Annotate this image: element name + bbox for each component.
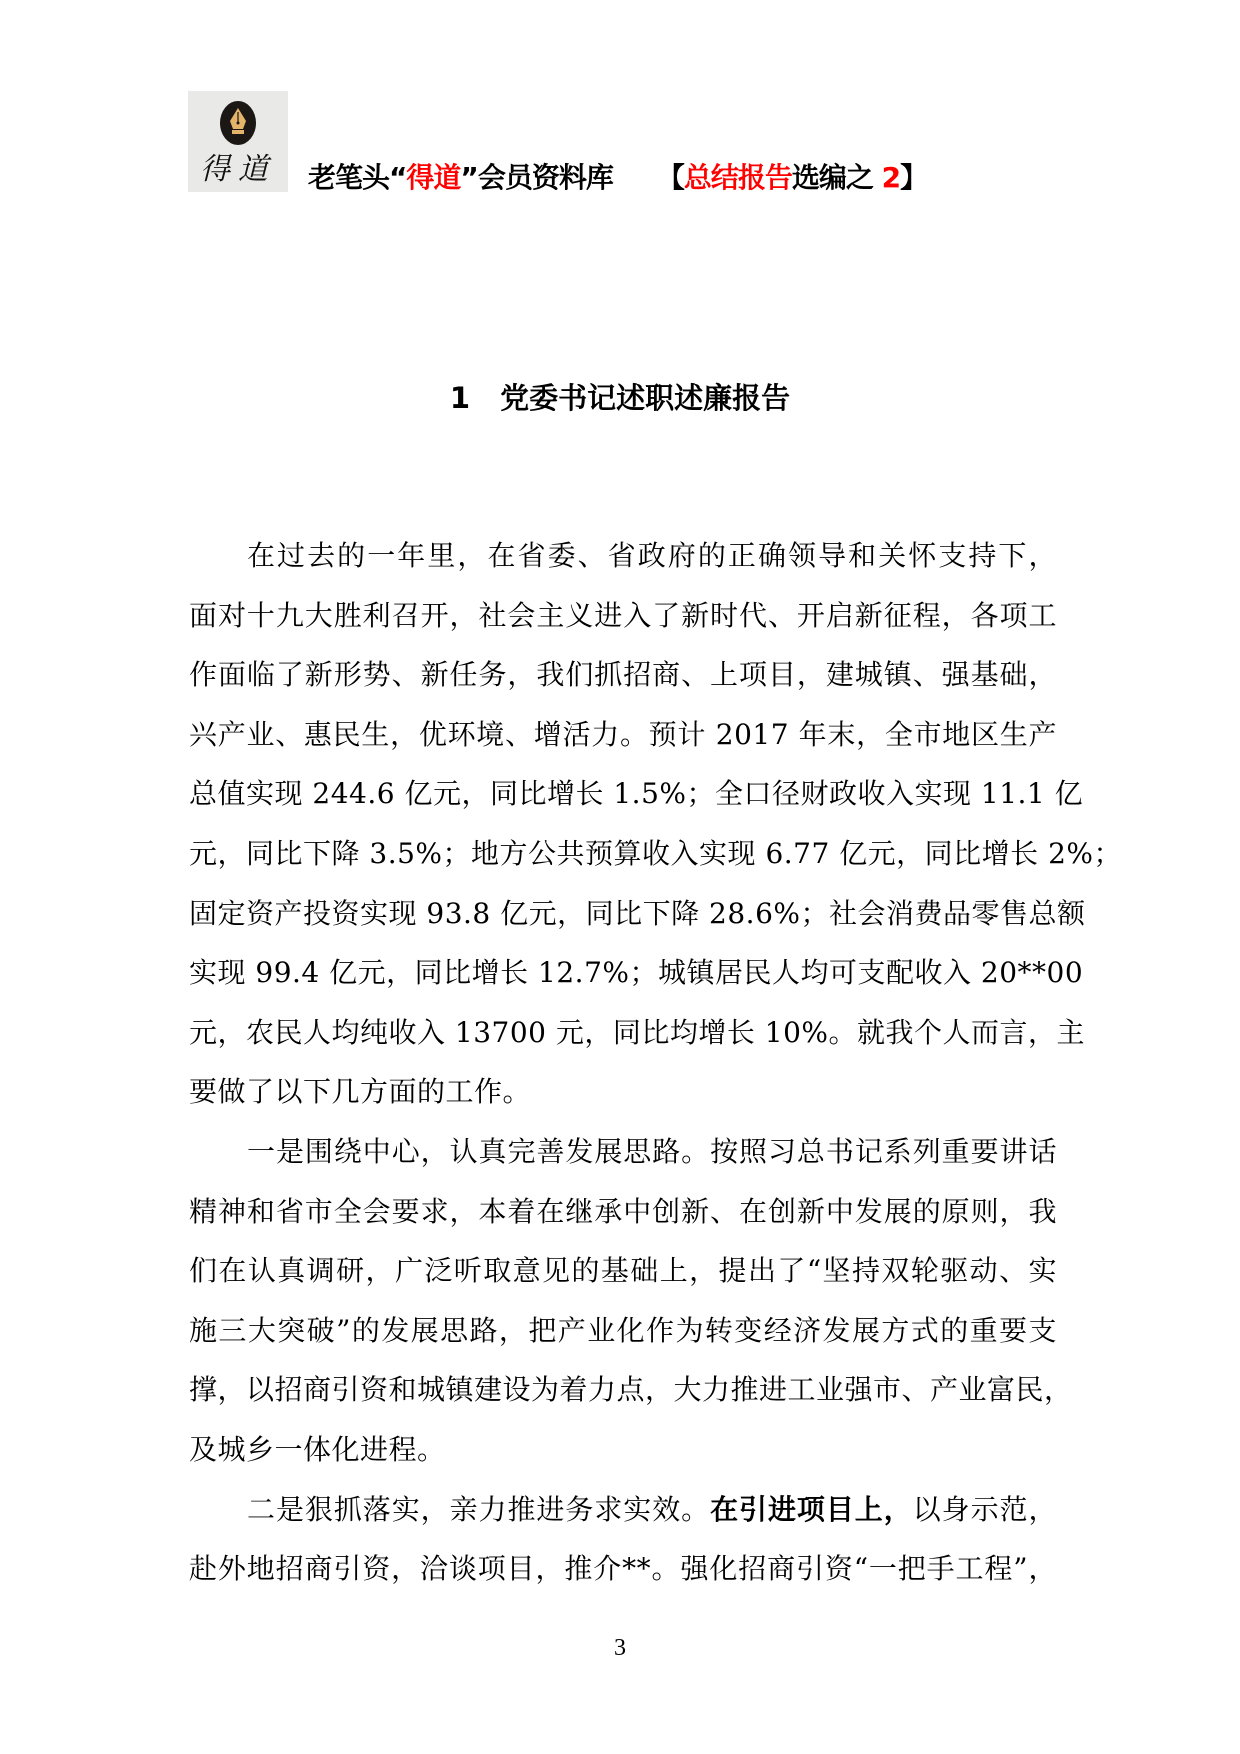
document-body: [189, 526, 1123, 1599]
text-line: 固定资产投资实现 93.8 亿元，同比下降 28.6%；社会消费品零售总额: [189, 896, 1086, 930]
text-line: 撑，以招商引资和城镇建设为着力点，大力推进工业强市、产业富民，: [189, 1373, 1073, 1407]
page-title: [0, 378, 1240, 418]
text-line: 面对十九大胜利召开，社会主义进入了新时代、开启新征程，各项工: [189, 598, 1057, 632]
header-banner: [308, 158, 927, 198]
pen-nib-icon: [220, 101, 256, 145]
text-line: 兴产业、惠民生，优环境、增活力。预计 2017 年末，全市地区生产: [189, 717, 1057, 751]
page-number: 3: [614, 1635, 626, 1661]
text-line-mixed: [189, 1480, 1057, 1540]
banner-highlight: 得道: [406, 161, 461, 194]
text-line: 元，同比下降 3.5%；地方公共预算收入实现 6.77 亿元，同比增长 2%；: [189, 836, 1123, 870]
title-text: 党委书记述职述廉报告: [500, 381, 791, 415]
text-line: 赴外地招商引资，洽谈项目，推介**。强化招商引资“一把手工程”，: [189, 1552, 1057, 1586]
text-line: 施三大突破”的发展思路，把产业化作为转变经济发展方式的重要支: [189, 1313, 1057, 1347]
text-line: 及城乡一体化进程。: [189, 1432, 446, 1466]
bracket-open: 【: [656, 161, 684, 194]
section-number: 1: [449, 381, 471, 415]
banner-text: ”会员资料库: [460, 161, 613, 194]
text-line: 总值实现 244.6 亿元，同比增长 1.5%；全口径财政收入实现 11.1 亿: [189, 777, 1084, 811]
text-line: 实现 99.4 亿元，同比增长 12.7%；城镇居民人均可支配收入 20**00: [189, 956, 1084, 990]
text-line: 在过去的一年里，在省委、省政府的正确领导和关怀支持下，: [247, 539, 1057, 572]
banner-text: 老笔头“: [308, 161, 407, 194]
text-line: 元，农民人均纯收入 13700 元，同比均增长 10%。就我个人而言，主: [189, 1015, 1086, 1049]
logo-text: 得道: [200, 152, 276, 187]
text-line: 要做了以下几方面的工作。: [189, 1075, 532, 1109]
text-segment: 二是狠抓落实，亲力推进务求实效。: [247, 1492, 711, 1526]
nib-shape: [228, 107, 248, 137]
banner-highlight: 总结报告: [683, 161, 792, 194]
banner-text: 选编之: [791, 161, 882, 194]
bold-phrase: 在引进项目上，: [710, 1492, 913, 1526]
bracket-close: 】: [900, 161, 928, 194]
logo: [188, 91, 288, 192]
text-segment: 以身示范，: [912, 1492, 1057, 1526]
text-line: 们在认真调研，广泛听取意见的基础上，提出了“坚持双轮驱动、实: [189, 1254, 1057, 1288]
text-line: 一是围绕中心，认真完善发展思路。按照习总书记系列重要讲话: [247, 1134, 1057, 1168]
text-line: 作面临了新形势、新任务，我们抓招商、上项目，建城镇、强基础，: [189, 658, 1057, 692]
banner-volume-number: 2: [881, 161, 901, 194]
text-line: 精神和省市全会要求，本着在继承中创新、在创新中发展的原则，我: [189, 1194, 1057, 1228]
